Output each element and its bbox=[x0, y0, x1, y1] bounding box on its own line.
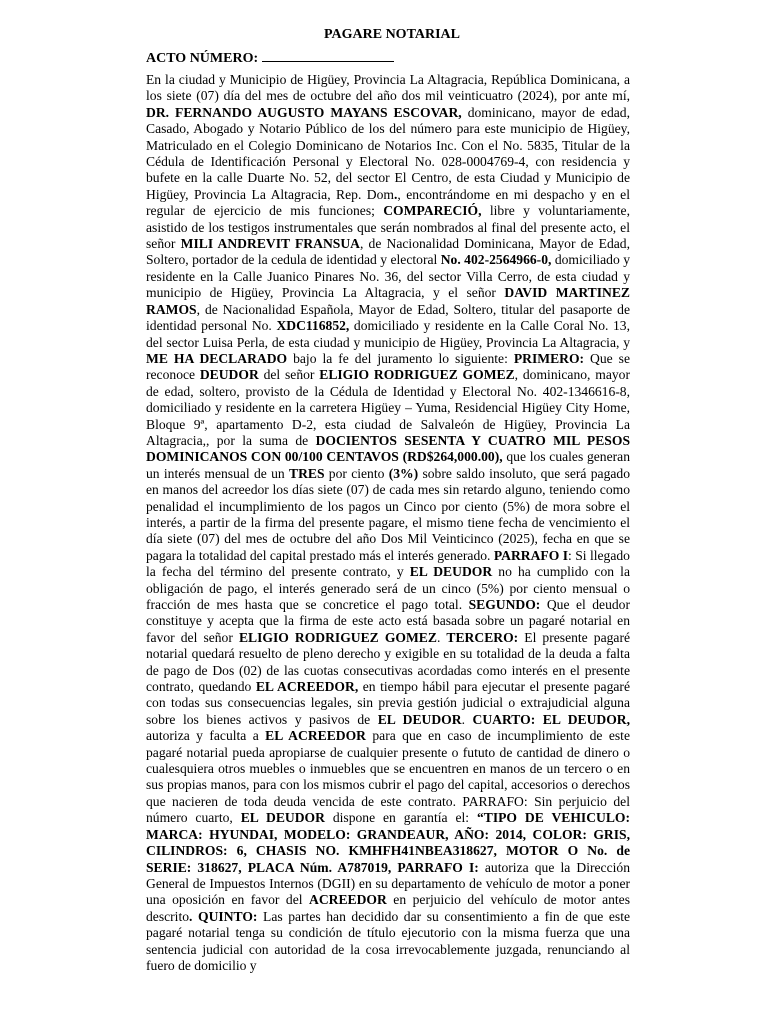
text-run: en tiempo hábil para ejecutar el presente pagaré con todas sus consecuencias legales, sin previa gestión judicial o extrajudicial alguna sobre los bienes activos y pasivos de bbox=[146, 679, 630, 727]
bold-text-run: DOCIENTOS SESENTA Y CUATRO MIL PESOS DOMINICANOS CON 00/100 CENTAVOS (RD$264,000.00), bbox=[146, 432, 630, 465]
text-run: . bbox=[436, 629, 447, 645]
text-run: , dominicano, mayor de edad, soltero, provisto de la Cédula de Identidad y Electoral No. 402-1346616-8, domiciliado y residente en la carretera Higüey – Yuma, Residencial Higüey City Home, Bloque 9ª, apartamento D-2, esta ciudad de Salvaleón de Higüey, Provincia La Altagracia,, por la suma de bbox=[146, 367, 630, 448]
text-run: no ha cumplido con la obligación de pago, el interés generado será de un cinco (5%) por ciento mensual o fracción de mes hasta que se concretice el pago total. bbox=[146, 564, 630, 612]
bold-text-run: XDC116852, bbox=[276, 318, 350, 334]
text-run: Que el deudor constituye y acepta que la firma de este acto está basada sobre un pagaré notarial en favor del señor bbox=[146, 597, 630, 645]
text-run: por ciento bbox=[324, 465, 389, 481]
bold-text-run: DAVID MARTINEZ RAMOS bbox=[146, 285, 630, 317]
bold-text-run: ME HA DECLARADO bbox=[146, 350, 288, 366]
bold-text-run: DR. FERNANDO AUGUSTO MAYANS ESCOVAR, bbox=[146, 104, 462, 120]
text-run: domiciliado y residente en la Calle Juanico Pinares No. 36, del sector Villa Cerro, de esta ciudad y municipio de Higüey, Provincia La Altagracia, y el señor bbox=[146, 252, 631, 301]
bold-text-run: DEUDOR bbox=[199, 367, 259, 383]
text-run: Que se reconoce bbox=[146, 350, 630, 383]
bold-text-run: (3%) bbox=[388, 465, 419, 481]
bold-text-run: SEGUNDO: bbox=[468, 597, 541, 612]
bold-text-run: ELIGIO RODRIGUEZ GOMEZ bbox=[238, 629, 437, 645]
acto-number-blank bbox=[262, 50, 394, 62]
text-run: . bbox=[461, 711, 473, 727]
bold-text-run: EL DEUDOR bbox=[377, 711, 462, 727]
bold-text-run: QUINTO: bbox=[198, 908, 258, 924]
text-run: bajo la fe del juramento lo siguiente: bbox=[287, 350, 514, 366]
text-run: Las partes han decidido dar su consentimiento a fin de que este pagaré notarial tenga su condición de título ejecutorio con la misma fuerza que una sentencia judicial con autoridad de la cosa irrevocablemente juzgada, renunciando al fuero de domicilio y bbox=[146, 908, 631, 973]
document-body bbox=[146, 72, 630, 974]
text-run: sobre saldo insoluto, que será pagado en manos del acreedor los días siete (07) de cada mes sin retardo alguno, teniendo como penalidad el incumplimiento de los pagos un Cinco por ciento (5%) de mora sobre el interés, a partir de la firma del presente pagare, el mismo tiene fecha de vencimiento el día siete (07) del mes de octubre del año Dos Mil Veinticinco (2025), fecha en que se pagara la totalidad del capital prestado más el interés generado. bbox=[146, 465, 631, 563]
text-run: para que en caso de incumplimiento de este pagaré notarial pueda apropiarse de cualquier presente o fututo de cantidad de dinero o cualesquiera otros muebles o inmuebles que se encuentren en manos de un tercero o en sus propias manos, para con los mismos cubrir el pago del capital, accesorios o derechos que nacieren de toda deuda vencida de este contrato. PARRAFO: Sin perjuicio del número cuarto, bbox=[146, 728, 630, 826]
text-run: autoriza y faculta a bbox=[146, 728, 266, 744]
text-run: que los cuales generan un interés mensual de un bbox=[146, 449, 630, 481]
bold-text-run: EL DEUDOR bbox=[409, 564, 493, 580]
text-run: autoriza que la Dirección General de Impuestos Internos (DGII) en su departamento de vehículo de motor a poner una oposición en favor del bbox=[146, 859, 630, 908]
document-title: PAGARE NOTARIAL bbox=[324, 27, 460, 42]
text-run: , de Nacionalidad Española, Mayor de Edad, Soltero, titular del pasaporte de identidad personal No. bbox=[146, 301, 630, 334]
text-run: El presente pagaré notarial quedará resuelto de pleno derecho y exigible en su totalidad de la deuda a falta de pago de Dos (02) de las cuotas consecutivas acordadas como interés en el presente contrato, quedando bbox=[146, 629, 631, 695]
bold-text-run: PRIMERO: bbox=[513, 350, 585, 366]
bold-text-run: EL DEUDOR bbox=[240, 810, 325, 826]
bold-text-run: PARRAFO I bbox=[493, 547, 569, 563]
text-run: dispone en garantía el: bbox=[324, 810, 477, 826]
bold-text-run: EL ACREEDOR bbox=[265, 728, 366, 744]
bold-text-run: EL ACREEDOR, bbox=[255, 679, 359, 695]
text-run: En la ciudad y Municipio de Higüey, Provincia La Altagracia, República Dominicana, a los siete (07) día del mes de octubre del año dos mil veinticuatro (2024), por ante mí, bbox=[146, 72, 630, 104]
text-run: dominicano, mayor de edad, Casado, Abogado y Notario Público de los del número para este municipio de Higüey, Matriculado en el Colegio Dominicano de Notarios Inc. Con el No. 5835, Titular de la Cédula de Identificación Personal y Electoral No. 028-0004769-4, con residencia y bufete en la calle Duarte No. 52, del sector El Centro, de esta Ciudad y Municipio de Higüey, Provincia La Altagracia, Rep. Dom bbox=[146, 104, 630, 202]
bold-text-run: . bbox=[394, 186, 398, 202]
bold-text-run: “TIPO DE VEHICULO: MARCA: HYUNDAI, MODELO: GRANDEAUR, AÑO: 2014, COLOR: GRIS, CILINDROS: 6, CHASIS NO. KMHFH41NBEA318627, MOTOR O No. de SERIE: 318627, PLACA Núm. A787019, PARRAFO I: bbox=[146, 810, 630, 875]
acto-number-label: ACTO NÚMERO: bbox=[146, 51, 259, 66]
bold-text-run: . bbox=[189, 908, 193, 924]
bold-text-run: ACREEDOR bbox=[309, 892, 387, 908]
acto-number-line bbox=[146, 50, 630, 68]
bold-text-run: ELIGIO RODRIGUEZ GOMEZ bbox=[319, 367, 515, 383]
bold-text-run: CUARTO: EL DEUDOR, bbox=[472, 711, 630, 727]
bold-text-run: MILI ANDREVIT FRANSUA bbox=[180, 236, 360, 252]
text-run: en perjuicio del vehículo de motor antes descrito bbox=[146, 892, 630, 924]
text-run: : Si llegado la fecha del término del presente contrato, y bbox=[146, 547, 630, 580]
text-run: libre y voluntariamente, asistido de los testigos instrumentales que serán nombrados al final del presente acto, el señor bbox=[146, 203, 630, 252]
text-run: del señor bbox=[258, 367, 320, 383]
text-run: , encontrándome en mi despacho y en el regular de ejercicio de mis funciones; bbox=[146, 186, 630, 219]
bold-text-run: TERCERO: bbox=[446, 629, 519, 645]
bold-text-run: COMPARECIÓ, bbox=[383, 203, 482, 219]
text-run: , de Nacionalidad Dominicana, Mayor de Edad, Soltero, portador de la cedula de identidad y electoral bbox=[146, 236, 630, 268]
text-run: domiciliado y residente en la Calle Coral No. 13, del sector Luisa Perla, de esta ciudad y municipio de Higüey, Provincia La Altagracia, y bbox=[146, 318, 630, 350]
bold-text-run: TRES bbox=[289, 465, 325, 481]
bold-text-run: No. 402-2564966-0, bbox=[440, 252, 552, 268]
